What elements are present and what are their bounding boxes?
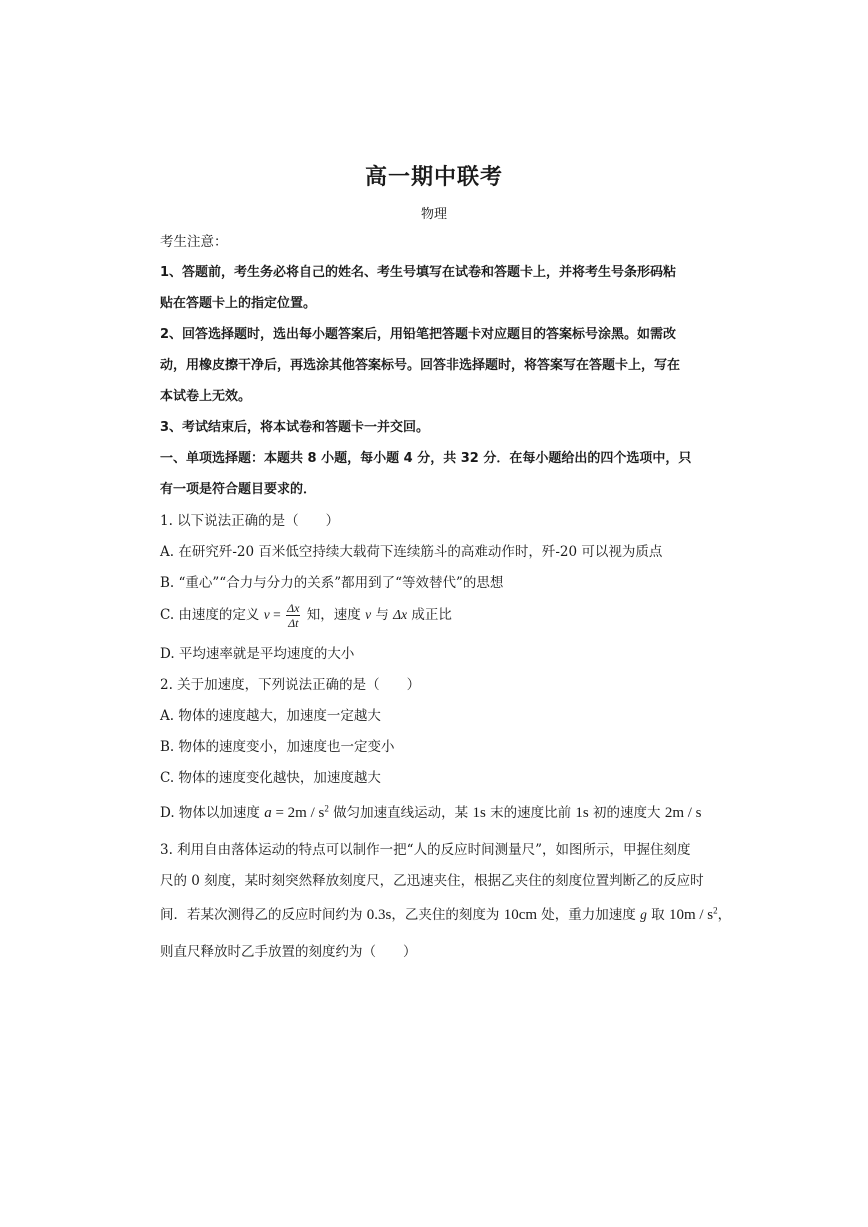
fraction-numerator: Δx: [287, 601, 300, 615]
line-3-prefix: 间．若某次测得乙的反应时间约为: [160, 907, 367, 923]
question-1-option-d: D. 平均速率就是平均速度的大小: [160, 646, 355, 662]
question-1-option-a: A. 在研究歼-20 百米低空持续大载荷下连续筋斗的高难动作时，歼-20 可以视为质点: [160, 544, 663, 560]
question-2-option-b: B. 物体的速度变小，加速度也一定变小: [160, 739, 395, 755]
exam-title: 高一期中联考: [364, 165, 503, 190]
option-d-middle-3: 初的速度大: [588, 805, 665, 821]
question-1-option-c: [160, 600, 720, 630]
equals-sign: =: [269, 607, 285, 622]
question-2-stem: 2. 关于加速度，下列说法正确的是（ ）: [160, 677, 421, 693]
question-2-option-c: C. 物体的速度变化越快，加速度越大: [160, 770, 381, 786]
option-c-middle-1: 知，速度: [302, 607, 366, 623]
notice-heading: 考生注意：: [160, 234, 228, 250]
velocity-fraction: [286, 601, 300, 630]
gravity-exponent: 2: [713, 905, 718, 916]
notice-item-1-line-1: 1、答题前，考生务必将自己的姓名、考生号填写在试卷和答题卡上，并将考生号条形码粘: [160, 265, 677, 280]
notice-item-1-line-2: 贴在答题卡上的指定位置。: [160, 296, 317, 311]
notice-item-2-line-1: 2、回答选择题时，选出每小题答案后，用铅笔把答题卡对应题目的答案标号涂黑。如需改: [160, 327, 677, 342]
question-2-option-a: A. 物体的速度越大，加速度一定越大: [160, 708, 381, 724]
option-c-prefix: C. 由速度的定义: [160, 607, 264, 623]
acceleration-value: = 2m / s: [271, 805, 325, 821]
gravity-value: 10m / s: [668, 907, 714, 923]
line-3-middle-2: 处，重力加速度: [537, 907, 641, 923]
notice-item-2-line-2: 动，用橡皮擦干净后，再选涂其他答案标号。回答非选择题时，将答案写在答题卡上，写在: [160, 358, 681, 373]
velocity-symbol-2: v: [365, 607, 372, 622]
question-1-option-b: B. “重心”“合力与分力的关系”都用到了“等效替代”的思想: [160, 575, 504, 591]
reaction-time-value: 0.3s: [366, 907, 392, 923]
question-3-line-4: 则直尺释放时乙手放置的刻度约为（ ）: [160, 944, 417, 960]
scale-reading-value: 10cm: [503, 907, 538, 923]
option-d-middle-2: 末的速度比前: [485, 805, 576, 821]
fraction-denominator: Δt: [288, 616, 299, 630]
line-3-suffix: ，: [717, 907, 732, 923]
time-value-2: 1s: [575, 805, 589, 821]
question-3-line-2: 尺的 0 刻度，某时刻突然释放刻度尺，乙迅速夹住，根据乙夹住的刻度位置判断乙的反应时: [160, 873, 704, 889]
velocity-symbol: v: [263, 607, 270, 622]
option-d-prefix: D. 物体以加速度: [160, 805, 265, 821]
option-d-middle-1: 做匀加速直线运动，某: [328, 805, 473, 821]
gravity-symbol: g: [640, 907, 647, 922]
option-c-suffix: 成正比: [407, 607, 452, 623]
time-value-1: 1s: [472, 805, 486, 821]
notice-item-2-line-3: 本试卷上无效。: [160, 389, 252, 404]
question-2-option-d: [160, 804, 720, 822]
acceleration-exponent: 2: [324, 803, 329, 814]
displacement-symbol: Δx: [393, 607, 408, 622]
option-c-middle-2: 与: [371, 607, 394, 623]
notice-item-3: 3、考试结束后，将本试卷和答题卡一并交回。: [160, 420, 430, 435]
velocity-difference-value: 2m / s: [664, 805, 702, 821]
subject-label: 物理: [420, 207, 447, 222]
section-heading-line-2: 有一项是符合题目要求的．: [160, 482, 317, 497]
section-heading-line-1: 一、单项选择题：本题共 8 小题，每小题 4 分，共 32 分．在每小题给出的四个选项中，只: [160, 451, 692, 466]
question-3-line-1: 3. 利用自由落体运动的特点可以制作一把“人的反应时间测量尺”，如图所示，甲握住刻度: [160, 842, 691, 858]
line-3-middle-1: ，乙夹住的刻度为: [391, 907, 504, 923]
question-1-stem: 1. 以下说法正确的是（ ）: [160, 513, 340, 529]
line-3-middle-3: 取: [646, 907, 669, 923]
question-3-line-3: [160, 905, 732, 924]
acceleration-symbol: a: [264, 805, 272, 821]
